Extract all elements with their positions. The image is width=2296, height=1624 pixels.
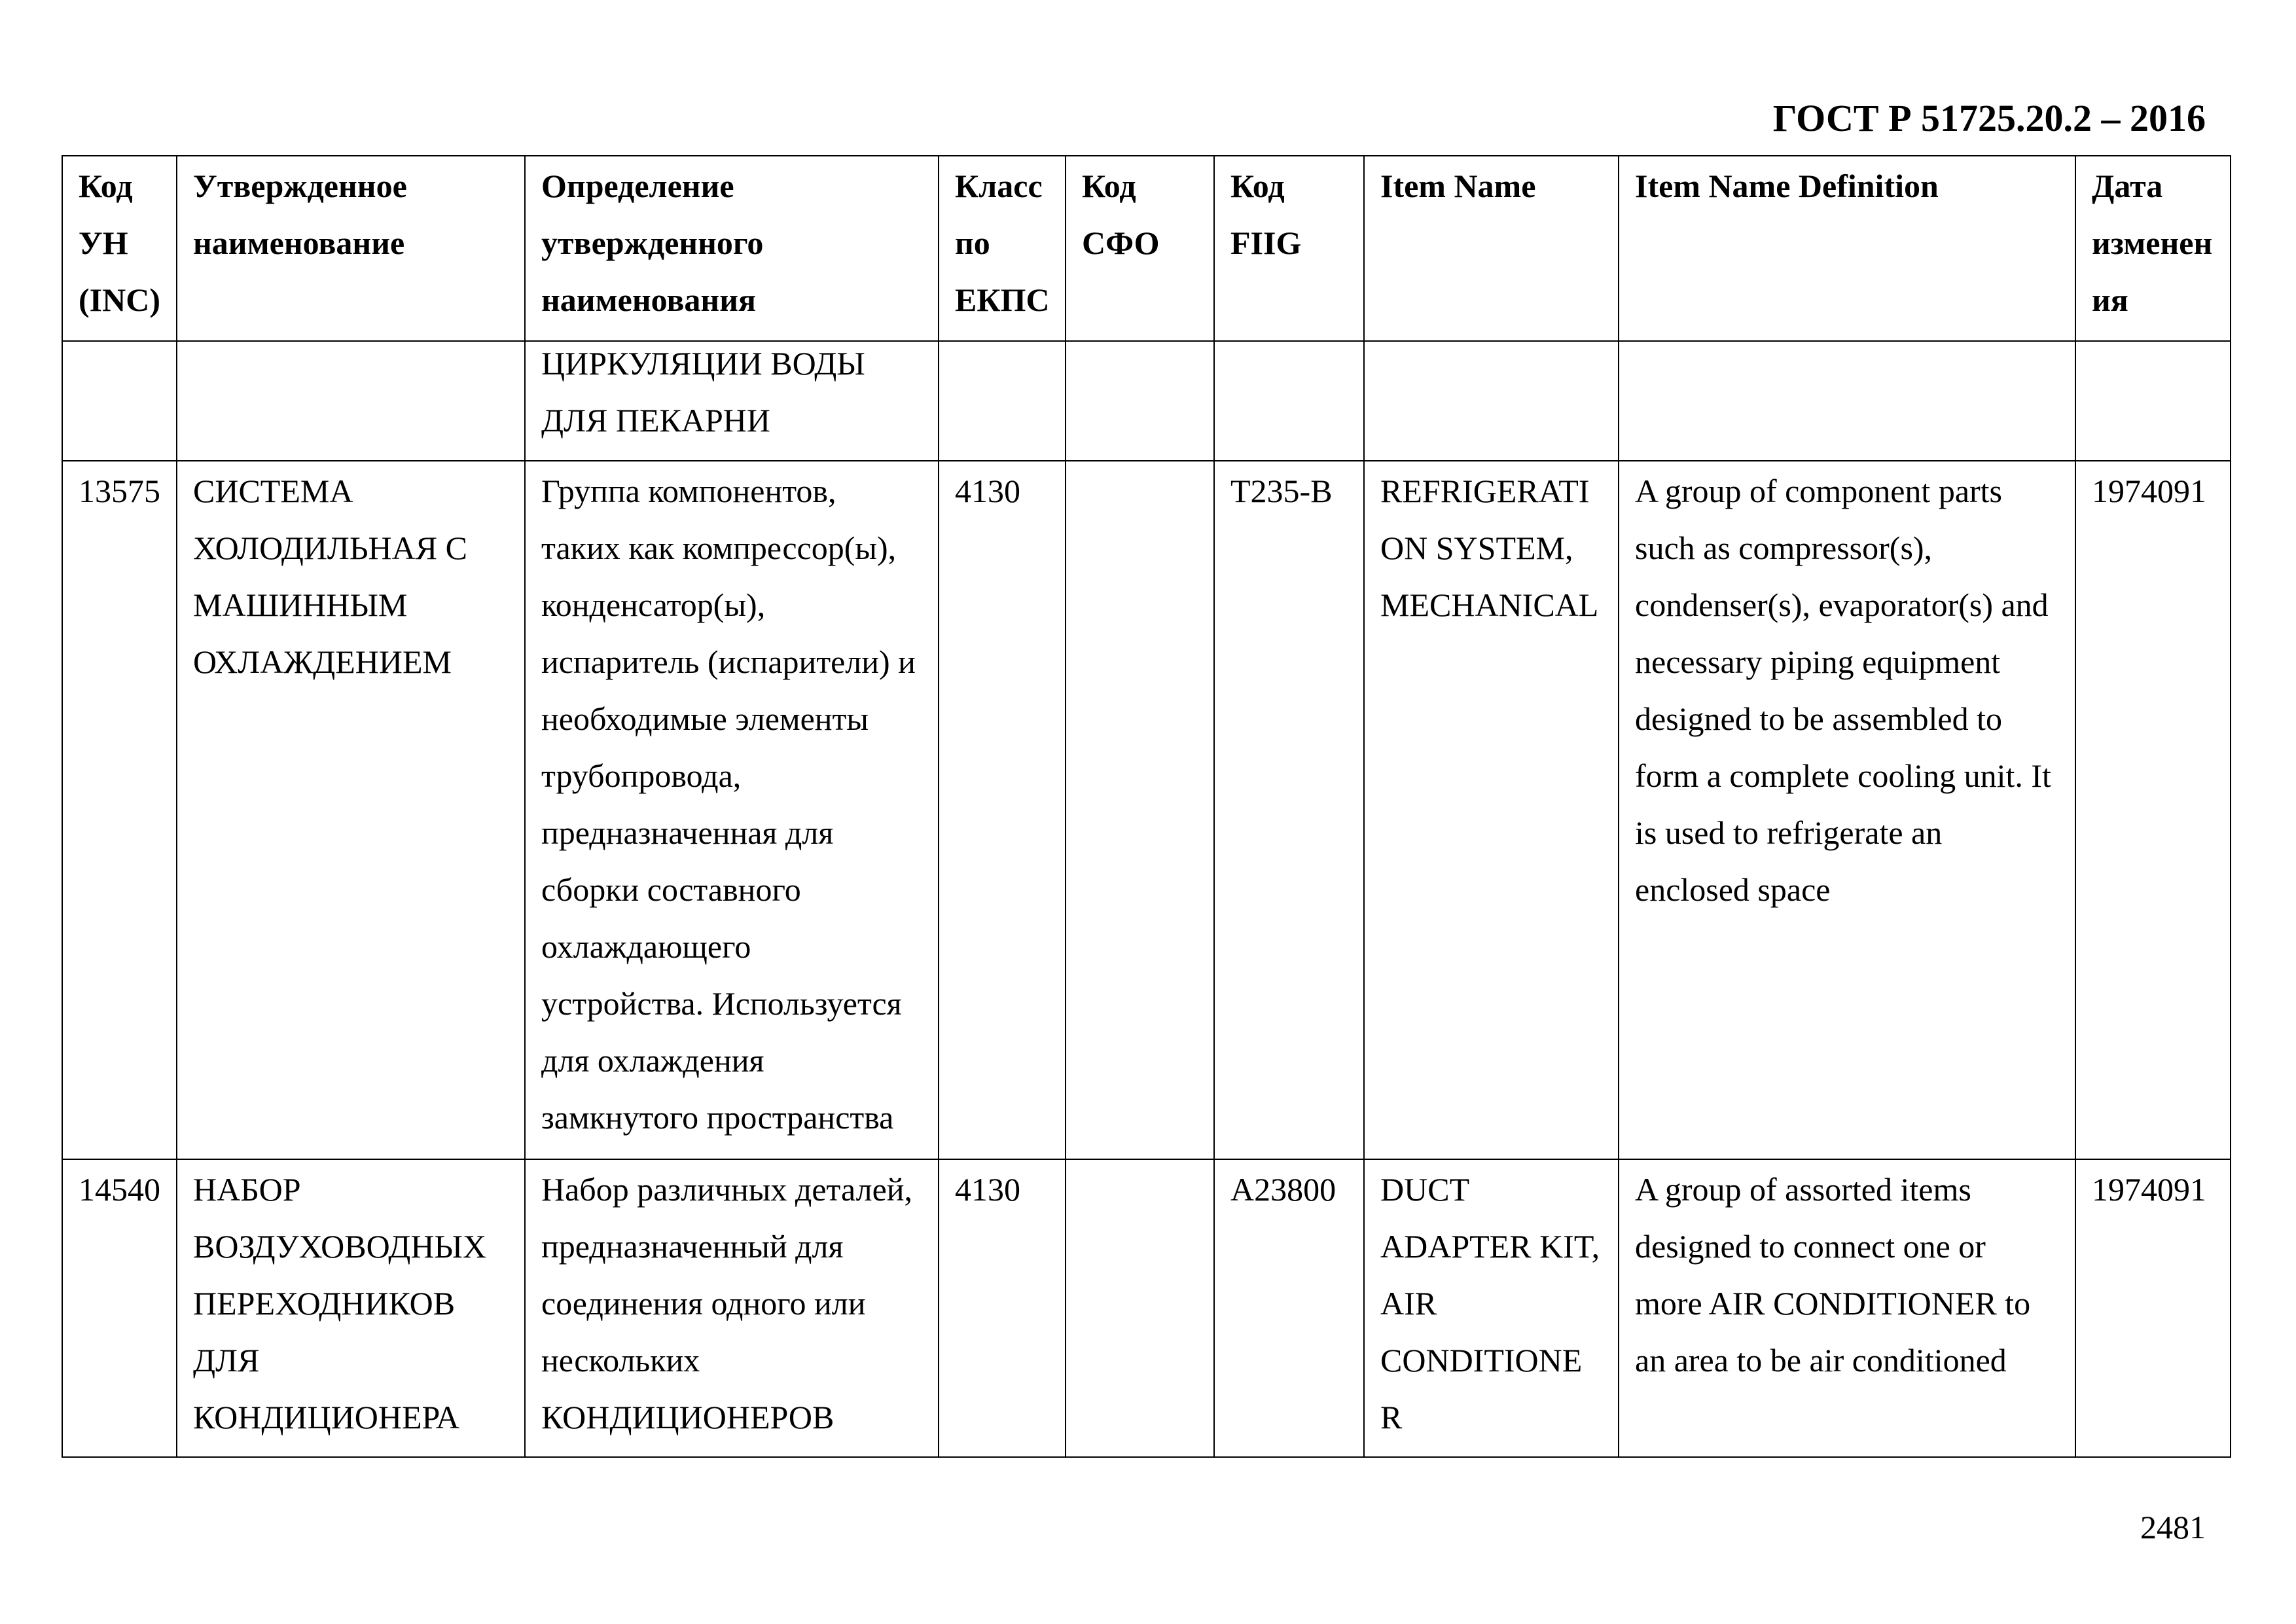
- cell-sfo-code: [1066, 461, 1215, 1160]
- cell-item-name-definition: A group of assorted items designed to connect one or more AIR CONDITIONER to an area to be air conditioned: [1619, 1160, 2076, 1458]
- cell-approved-name: [177, 342, 526, 461]
- classification-table: [62, 155, 2231, 1458]
- cell-inc-code: 13575: [63, 461, 177, 1160]
- cell-item-name: [1365, 342, 1619, 461]
- cell-fiig-code: T235-B: [1215, 461, 1365, 1160]
- column-header-item-name: Item Name: [1365, 156, 1619, 342]
- cell-fiig-code: [1215, 342, 1365, 461]
- cell-inc-code: [63, 342, 177, 461]
- column-header-fiig-code: Код FIIG: [1215, 156, 1365, 342]
- cell-text: ЦИРКУЛЯЦИИ ВОДЫ ДЛЯ ПЕКАРНИ: [541, 345, 865, 439]
- cell-item-name: REFRIGERATI ON SYSTEM, MECHANICAL: [1365, 461, 1619, 1160]
- cell-inc-code: 14540: [63, 1160, 177, 1458]
- cell-item-name-definition: [1619, 342, 2076, 461]
- cell-item-name: DUCT ADAPTER KIT, AIR CONDITIONE R: [1365, 1160, 1619, 1458]
- column-header-inc-code: Код УН (INC): [63, 156, 177, 342]
- column-header-change-date: Дата изменен ия: [2076, 156, 2231, 342]
- cell-ekps-class: [939, 342, 1066, 461]
- cell-approved-name: НАБОР ВОЗДУХОВОДНЫХ ПЕРЕХОДНИКОВ ДЛЯ КОНДИЦИОНЕРА: [177, 1160, 526, 1458]
- column-header-approved-name: Утвержденное наименование: [177, 156, 526, 342]
- cell-change-date: 1974091: [2076, 1160, 2231, 1458]
- cell-approved-name: СИСТЕМА ХОЛОДИЛЬНАЯ С МАШИННЫМ ОХЛАЖДЕНИЕМ: [177, 461, 526, 1160]
- cell-sfo-code: [1066, 342, 1215, 461]
- cell-item-name-definition: A group of component parts such as compressor(s), condenser(s), evaporator(s) and necessary piping equipment designed to be assembled to form a complete cooling unit. It is used to refrigerate an enclosed space: [1619, 461, 2076, 1160]
- column-header-approved-name-definition: Определение утвержденного наименования: [526, 156, 939, 342]
- page-number: 2481: [2140, 1509, 2206, 1545]
- cell-approved-name-definition: Набор различных деталей, предназначенный для соединения одного или нескольких КОНДИЦИОНЕРОВ: [526, 1160, 939, 1458]
- cell-ekps-class: 4130: [939, 461, 1066, 1160]
- cell-sfo-code: [1066, 1160, 1215, 1458]
- cell-change-date: [2076, 342, 2231, 461]
- cell-approved-name-definition: Группа компонентов, таких как компрессор(ы), конденсатор(ы), испаритель (испарители) и необходимые элементы трубопровода, предназначенная для сборки составного охлаждающего устройства. Используется для охлаждения замкнутого пространства: [526, 461, 939, 1160]
- column-header-ekps-class: Класс по ЕКПС: [939, 156, 1066, 342]
- cell-ekps-class: 4130: [939, 1160, 1066, 1458]
- cell-fiig-code: A23800: [1215, 1160, 1365, 1458]
- cell-approved-name-definition: [526, 342, 939, 461]
- column-header-sfo-code: Код СФО: [1066, 156, 1215, 342]
- column-header-item-name-definition: Item Name Definition: [1619, 156, 2076, 342]
- standard-designation: ГОСТ Р 51725.20.2 – 2016: [1772, 97, 2206, 139]
- cell-change-date: 1974091: [2076, 461, 2231, 1160]
